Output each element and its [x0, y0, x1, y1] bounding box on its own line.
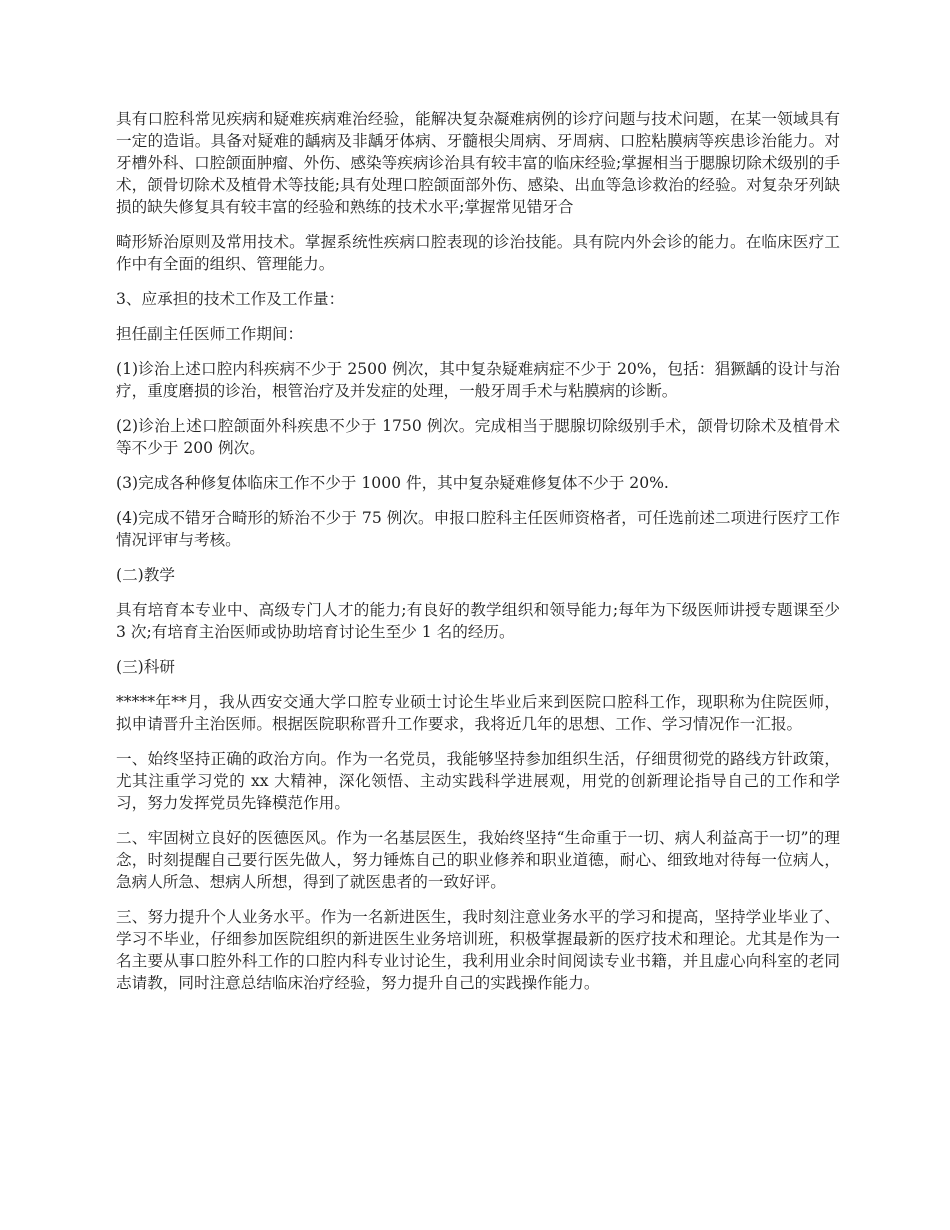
- paragraph-qualifications-cont: 畸形矫治原则及常用技术。掌握系统性疾病口腔表现的诊治技能。具有院内外会诊的能力。在临床医疗工作中有全面的组织、管理能力。: [116, 233, 840, 273]
- paragraph-political: 一、始终坚持正确的政治方向。作为一名党员，我能够坚持参加组织生活，仔细贯彻党的路线方针政策，尤其注重学习党的 xx 大精神，深化领悟、主动实践科学进展观，用党的创新理论指导自己的工作和学习，努力发挥党员先锋模范作用。: [116, 750, 840, 812]
- list-item-4: (4)完成不错牙合畸形的矫治不少于 75 例次。申报口腔科主任医师资格者，可任选前述二项进行医疗工作情况评审与考核。: [116, 509, 840, 549]
- paragraph-report-intro: *****年**月，我从西安交通大学口腔专业硕士讨论生毕业后来到医院口腔科工作，现职称为住院医师，拟申请晋升主治医师。根据医院职称晋升工作要求，我将近几年的思想、工作、学习情况作一汇报。: [116, 693, 840, 733]
- list-item-2: (2)诊治上述口腔颌面外科疾患不少于 1750 例次。完成相当于腮腺切除级别手术，颌骨切除术及植骨术等不少于 200 例次。: [116, 417, 840, 457]
- paragraph-medical-ethics: 二、牢固树立良好的医德医风。作为一名基层医生，我始终坚持“生命重于一切、病人利益高于一切”的理念，时刻提醒自己要行医先做人，努力锤炼自己的职业修养和职业道德，耐心、细致地对待每一位病人，急病人所急、想病人所想，得到了就医患者的一致好评。: [116, 829, 840, 891]
- paragraph-qualifications: 具有口腔科常见疾病和疑难疾病难治经验，能解决复杂凝难病例的诊疗问题与技术问题，在某一领域具有一定的造诣。具备对疑难的龋病及非龋牙体病、牙髓根尖周病、牙周病、口腔粘膜病等疾患诊治能力。对牙槽外科、口腔颌面肿瘤、外伤、感染等疾病诊治具有较丰富的临床经验;掌握相当于腮腺切除术级别的手术，颌骨切除术及植骨术等技能;具有处理口腔颌面部外伤、感染、出血等急诊救治的经验。对复杂牙列缺损的缺失修复具有较丰富的经验和熟练的技术水平;掌握常见错牙合: [116, 110, 840, 216]
- paragraph-professional-skills: 三、努力提升个人业务水平。作为一名新进医生，我时刻注意业务水平的学习和提高，坚持学业毕业了、学习不毕业，仔细参加医院组织的新进医生业务培训班，积极掌握最新的医疗技术和理论。尤其是作为一名主要从事口腔外科工作的口腔内科专业讨论生，我利用业余时间阅读专业书籍，并且虚心向科室的老同志请教，同时注意总结临床治疗经验，努力提升自己的实践操作能力。: [116, 908, 840, 992]
- document-body: [116, 108, 840, 1007]
- paragraph-period-intro: 担任副主任医师工作期间：: [116, 325, 304, 343]
- section-heading-teaching: (二)教学: [116, 566, 175, 584]
- list-item-1: (1)诊治上述口腔内科疾病不少于 2500 例次，其中复杂疑难病症不少于 20%，包括：猖獗龋的设计与治疗，重度磨损的诊治，根管治疗及并发症的处理，一般牙周手术与粘膜病的诊断。: [116, 360, 840, 400]
- section-heading-workload: 3、应承担的技术工作及工作量：: [116, 290, 345, 308]
- paragraph-teaching: 具有培育本专业中、高级专门人才的能力;有良好的教学组织和领导能力;每年为下级医师讲授专题课至少 3 次;有培育主治医师或协助培育讨论生至少 1 名的经历。: [116, 601, 840, 641]
- section-heading-research: (三)科研: [116, 658, 175, 676]
- list-item-3: (3)完成各种修复体临床工作不少于 1000 件，其中复杂疑难修复体不少于 20%.: [116, 474, 669, 492]
